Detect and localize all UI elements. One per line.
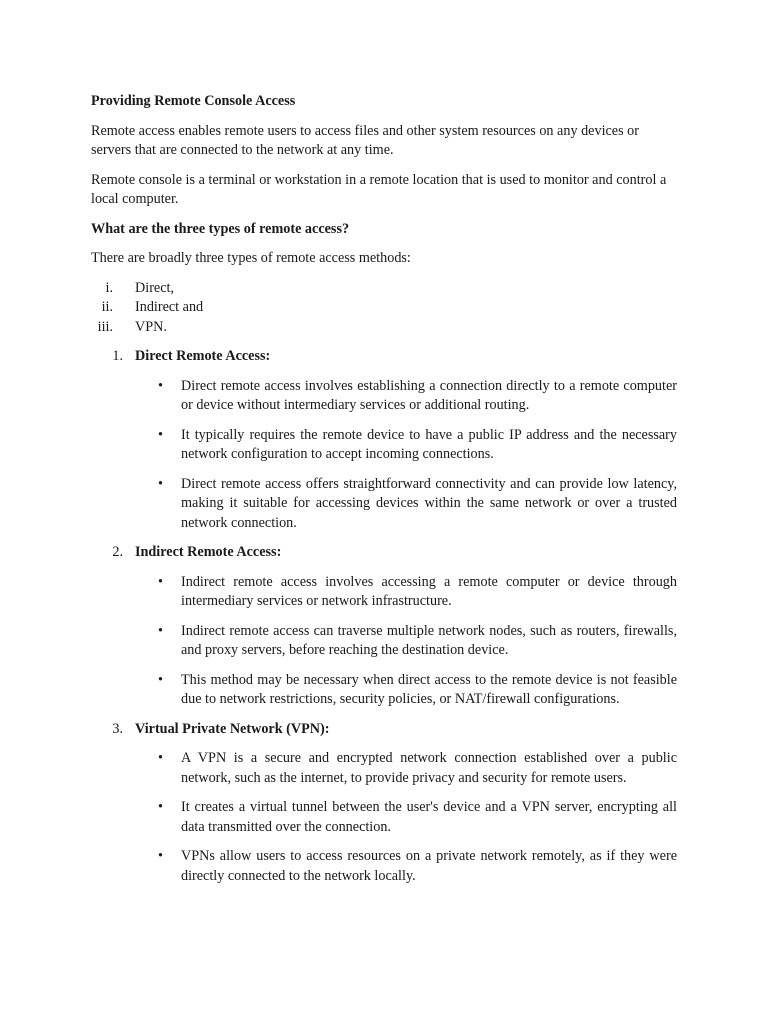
types-list-item: [91, 318, 677, 338]
list-item-label: Direct,: [135, 279, 174, 296]
section-title: Direct Remote Access:: [135, 348, 271, 364]
section-heading-direct: [91, 347, 677, 367]
types-list: [91, 279, 677, 338]
bullet-item: [91, 847, 677, 886]
bullet-text: VPNs allow users to access resources on a private network remotely, as if they were directly connected to the network locally.: [181, 848, 677, 884]
section-title: Indirect Remote Access:: [135, 544, 282, 560]
types-intro: There are broadly three types of remote access methods:: [91, 250, 411, 266]
bullet-item: [91, 426, 677, 465]
bullet-text: Indirect remote access can traverse multiple network nodes, such as routers, firewalls, and proxy servers, before reaching the destination device.: [181, 622, 677, 658]
document-title: Providing Remote Console Access: [91, 93, 296, 109]
bullet-item: [91, 573, 677, 612]
list-item-label: VPN.: [135, 318, 167, 335]
section-number: 2.: [112, 544, 123, 560]
bullet-icon: •: [158, 622, 163, 639]
bullet-item: [91, 798, 677, 837]
list-number: ii.: [101, 299, 113, 315]
document-page: [91, 92, 677, 896]
bullet-text: Direct remote access involves establishing a connection directly to a remote computer or device without intermediary services or additional routing.: [181, 377, 677, 413]
section-heading-indirect: [91, 543, 677, 563]
bullet-icon: •: [158, 848, 163, 864]
types-list-item: [91, 279, 677, 299]
section-title: Virtual Private Network (VPN):: [135, 720, 330, 737]
bullet-list-direct: [91, 377, 677, 534]
bullet-text: Indirect remote access involves accessing a remote computer or device through intermediary services or network infrastructure.: [181, 573, 677, 609]
bullet-text: A VPN is a secure and encrypted network connection established over a public network, such as the internet, to provide privacy and security for remote users.: [181, 750, 677, 786]
bullet-icon: •: [158, 799, 163, 815]
bullet-icon: •: [158, 750, 163, 766]
section-number: 3.: [112, 720, 123, 737]
list-number: iii.: [97, 318, 113, 335]
section-number: 1.: [112, 348, 123, 364]
bullet-text: This method may be necessary when direct access to the remote device is not feasible due to network restrictions, security policies, or NAT/firewall configurations.: [181, 671, 677, 707]
bullet-list-indirect: [91, 573, 677, 710]
bullet-icon: •: [158, 573, 163, 590]
bullet-item: [91, 622, 677, 661]
bullet-list-vpn: [91, 749, 677, 886]
types-list-item: [91, 298, 677, 318]
question-heading: What are the three types of remote access?: [91, 220, 350, 237]
bullet-item: [91, 671, 677, 710]
intro-paragraph-2: Remote console is a terminal or workstation in a remote location that is used to monitor and control a local computer.: [91, 171, 667, 207]
bullet-item: [91, 377, 677, 416]
bullet-icon: •: [158, 671, 163, 688]
bullet-icon: •: [158, 426, 163, 443]
intro-paragraph-1: Remote access enables remote users to access files and other system resources on any devices or servers that are connected to the network at any time.: [91, 122, 639, 158]
bullet-text: It creates a virtual tunnel between the user's device and a VPN server, encrypting all data transmitted over the connection.: [181, 799, 677, 835]
section-heading-vpn: [91, 720, 677, 740]
bullet-icon: •: [158, 377, 163, 394]
bullet-text: Direct remote access offers straightforward connectivity and can provide low latency, making it suitable for accessing devices within the same network or over a trusted network connection.: [181, 475, 677, 531]
bullet-text: It typically requires the remote device to have a public IP address and the necessary network configuration to accept incoming connections.: [181, 426, 677, 462]
list-item-label: Indirect and: [135, 299, 204, 315]
bullet-item: [91, 475, 677, 534]
list-number: i.: [105, 279, 113, 296]
bullet-icon: •: [158, 475, 163, 492]
bullet-item: [91, 749, 677, 788]
